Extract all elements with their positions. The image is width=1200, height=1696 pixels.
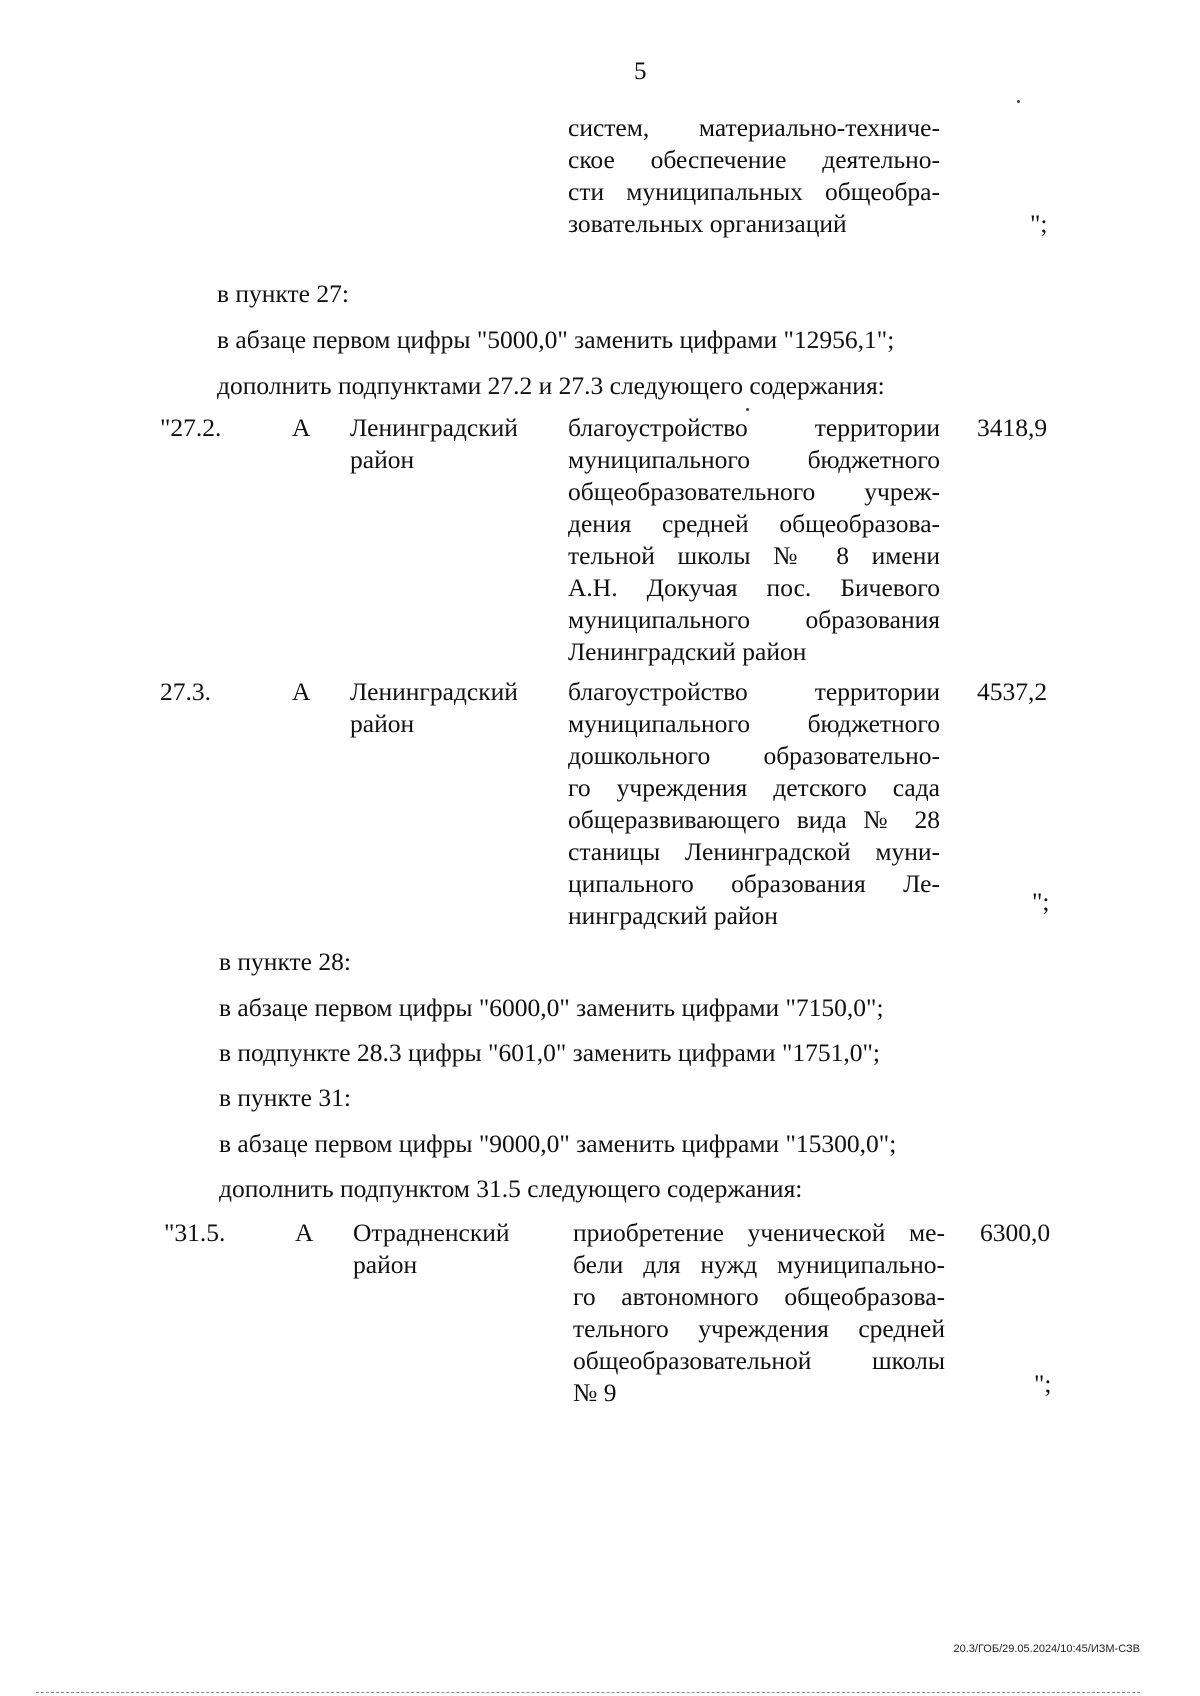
section-28-line: в абзаце первом цифры "6000,0" заменить цифрами "7150,0"; <box>219 993 884 1022</box>
row-amount: 3418,9 <box>977 413 1048 442</box>
intro-line: систем, материально-техниче- <box>568 113 940 142</box>
description-line: дения средней общеобразова- <box>568 509 940 538</box>
row-closing-quote: "; <box>1034 1369 1052 1398</box>
description-line: благоустройство территории <box>568 413 940 442</box>
scan-speck <box>746 408 749 411</box>
description-line: ципального образования Ле- <box>568 869 940 898</box>
intro-description <box>568 112 940 240</box>
description-line: благоустройство территории <box>568 677 940 706</box>
row-amount: 4537,2 <box>977 677 1048 706</box>
row-description <box>573 1217 945 1409</box>
description-line: Ленинградский район <box>568 637 807 666</box>
description-line: № 9 <box>573 1378 617 1407</box>
page-number: 5 <box>634 58 647 85</box>
section-27-heading: в пункте 27: <box>217 279 349 308</box>
row-number: "27.2. <box>160 413 222 442</box>
description-line: общеобразовательного учреж- <box>568 477 940 506</box>
district-line: район <box>350 709 415 738</box>
row-description <box>568 412 940 668</box>
description-line: муниципального бюджетного <box>568 445 940 474</box>
row-district <box>353 1217 510 1281</box>
row-amount: 6300,0 <box>980 1218 1051 1247</box>
intro-line: сти муниципальных общеобра- <box>568 177 940 206</box>
section-27-line2: дополнить подпунктами 27.2 и 27.3 следующего содержания: <box>217 371 885 400</box>
intro-closing-quote: "; <box>1030 209 1048 238</box>
section-31-line: в абзаце первом цифры "9000,0" заменить цифрами "15300,0"; <box>219 1129 897 1158</box>
row-number: "31.5. <box>164 1218 226 1247</box>
description-line: приобретение ученической ме- <box>573 1218 945 1247</box>
district-line: Отрадненский <box>353 1218 510 1247</box>
description-line: нинградский район <box>568 901 778 930</box>
scan-edge-line <box>36 1692 1140 1693</box>
section-31-heading: в пункте 31: <box>219 1083 351 1112</box>
description-line: го автономного общеобразова- <box>573 1282 945 1311</box>
scan-speck <box>1017 100 1020 103</box>
row-letter: А <box>292 677 311 706</box>
description-line: муниципального образования <box>568 605 940 634</box>
district-line: район <box>350 445 415 474</box>
row-number: 27.3. <box>160 677 211 706</box>
description-line: тельного учреждения средней <box>573 1314 945 1343</box>
description-line: бели для нужд муниципально- <box>573 1250 945 1279</box>
document-registration-code: 20.3/ГОБ/29.05.2024/10:45/ИЗМ-СЗВ <box>953 1643 1140 1655</box>
description-line: общеразвивающего вида № 28 <box>568 805 940 834</box>
row-district <box>350 412 518 476</box>
district-line: Ленинградский <box>350 413 518 442</box>
district-line: район <box>353 1250 418 1279</box>
intro-line: зовательных организаций <box>568 209 847 238</box>
description-line: муниципального бюджетного <box>568 709 940 738</box>
section-28-heading: в пункте 28: <box>219 947 351 976</box>
description-line: А.Н. Докучая пос. Бичевого <box>568 573 940 602</box>
section-28-line: в подпункте 28.3 цифры "601,0" заменить цифрами "1751,0"; <box>219 1038 880 1067</box>
description-line: го учреждения детского сада <box>568 773 940 802</box>
description-line: общеобразовательной школы <box>573 1346 945 1375</box>
row-letter: А <box>295 1218 314 1247</box>
row-district <box>350 676 518 740</box>
row-closing-quote: "; <box>1032 887 1050 916</box>
description-line: станицы Ленинградской муни- <box>568 837 940 866</box>
row-letter: А <box>292 413 311 442</box>
description-line: тельной школы № 8 имени <box>568 541 940 570</box>
description-line: дошкольного образовательно- <box>568 741 940 770</box>
district-line: Ленинградский <box>350 677 518 706</box>
intro-line: ское обеспечение деятельно- <box>568 145 940 174</box>
section-27-line1: в абзаце первом цифры "5000,0" заменить цифрами "12956,1"; <box>217 325 895 354</box>
row-description <box>568 676 940 932</box>
section-31-line: дополнить подпунктом 31.5 следующего содержания: <box>219 1174 803 1203</box>
